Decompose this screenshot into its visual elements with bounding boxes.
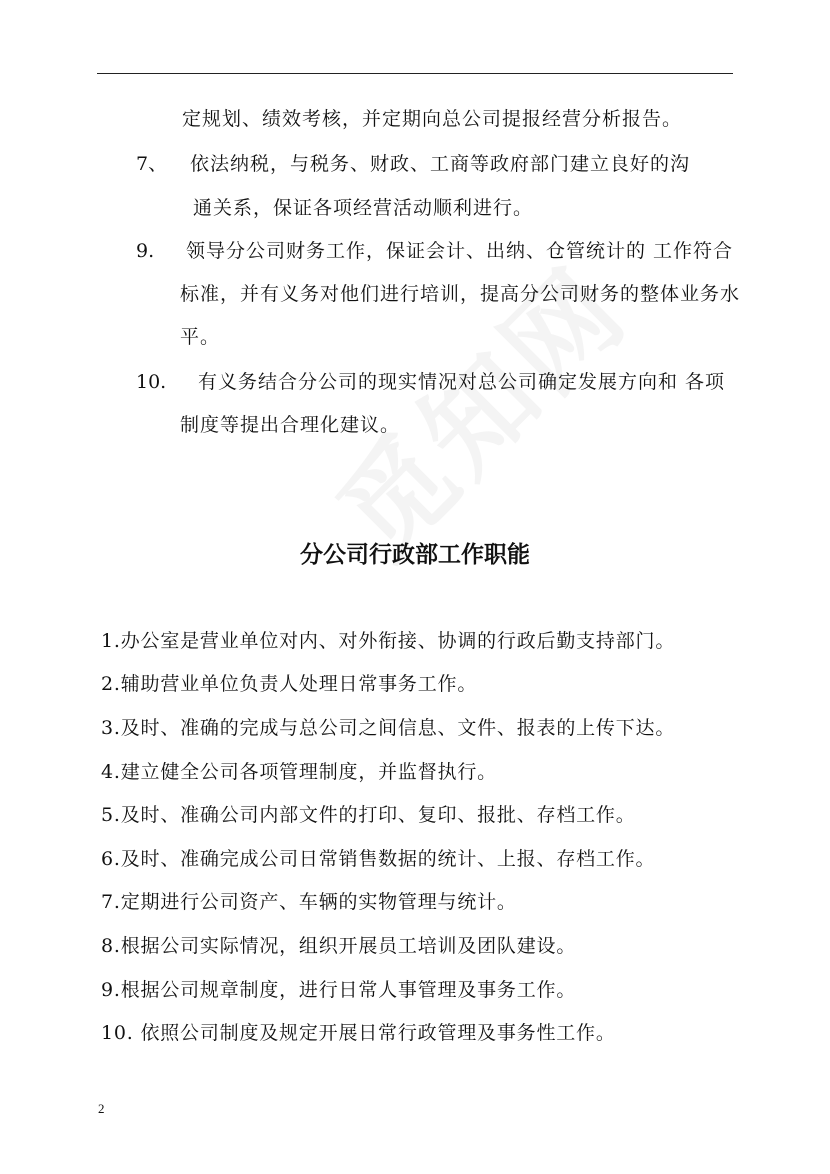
item-7-line-1: 依法纳税，与税务、财政、工商等政府部门建立良好的沟 bbox=[190, 153, 691, 175]
item-number-7: 7、 bbox=[136, 153, 168, 175]
section-item-7: 7.定期进行公司资产、车辆的实物管理与统计。 bbox=[101, 891, 517, 913]
header-rule bbox=[97, 73, 733, 74]
item-9-line-3: 平。 bbox=[180, 326, 221, 348]
page-number: 2 bbox=[98, 1101, 105, 1116]
item-number-10: 10. bbox=[136, 371, 167, 393]
section-item-1: 1.办公室是营业单位对内、对外衔接、协调的行政后勤支持部门。 bbox=[101, 630, 676, 652]
section-item-2: 2.辅助营业单位负责人处理日常事务工作。 bbox=[101, 673, 478, 695]
item-9-line-2: 标准，并有义务对他们进行培训，提高分公司财务的整体业务水 bbox=[180, 283, 741, 305]
continuation-line: 定规划、绩效考核，并定期向总公司提报经营分析报告。 bbox=[182, 108, 683, 130]
section-item-10: 10. 依照公司制度及规定开展日常行政管理及事务性工作。 bbox=[101, 1022, 616, 1044]
item-number-9: 9. bbox=[136, 240, 155, 262]
section-item-9: 9.根据公司规章制度，进行日常人事管理及事务工作。 bbox=[101, 979, 577, 1001]
item-9-line-1: 领导分公司财务工作，保证会计、出纳、仓管统计的 工作符合 bbox=[186, 240, 734, 262]
section-item-5: 5.及时、准确公司内部文件的打印、复印、报批、存档工作。 bbox=[101, 804, 636, 826]
section-item-8: 8.根据公司实际情况，组织开展员工培训及团队建设。 bbox=[101, 935, 577, 957]
item-7-line-2: 通关系，保证各项经营活动顺利进行。 bbox=[193, 197, 534, 219]
section-item-3: 3.及时、准确的完成与总公司之间信息、文件、报表的上传下达。 bbox=[101, 717, 676, 739]
item-10-line-2: 制度等提出合理化建议。 bbox=[180, 414, 401, 436]
item-10-line-1: 有义务结合分公司的现实情况对总公司确定发展方向和 各项 bbox=[198, 371, 726, 393]
section-item-4: 4.建立健全公司各项管理制度，并监督执行。 bbox=[101, 761, 497, 783]
section-title: 分公司行政部工作职能 bbox=[300, 542, 530, 568]
section-item-6: 6.及时、准确完成公司日常销售数据的统计、上报、存档工作。 bbox=[101, 848, 656, 870]
